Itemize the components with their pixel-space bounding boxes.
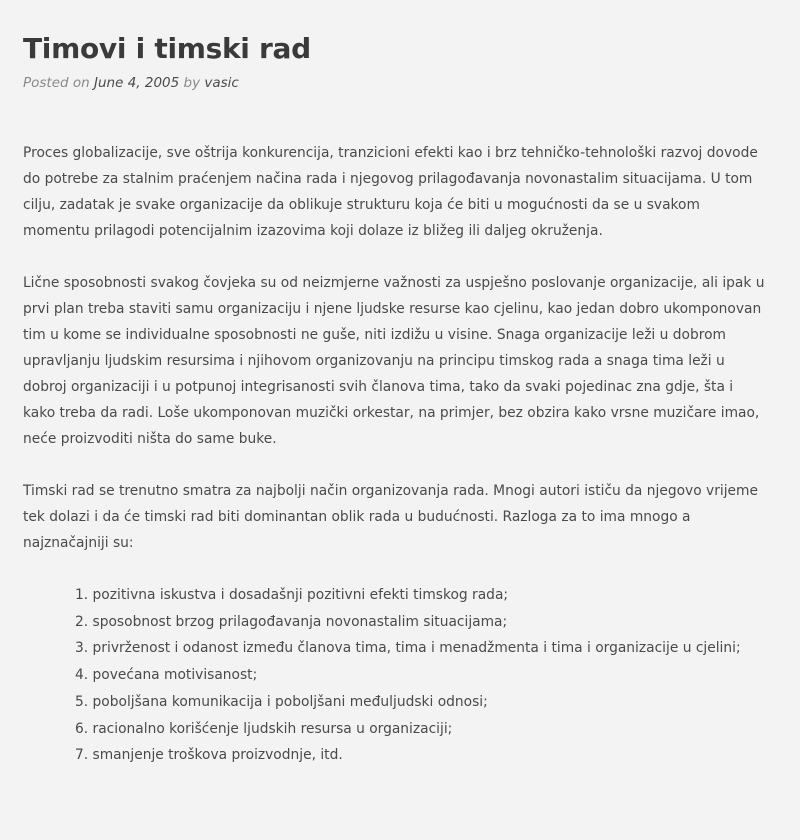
post-content bbox=[23, 140, 768, 769]
list-item: 1. pozitivna iskustva i dosadašnji pozitivni efekti timskog rada; bbox=[75, 587, 509, 603]
list-item: 5. poboljšana komunikacija i poboljšani međuljudski odnosi; bbox=[75, 693, 488, 710]
paragraph-teamwork: Timski rad se trenutno smatra za najbolji način organizovanja rada. Mnogi autori ističu da njegovo vrijeme tek dolazi i da će timski rad biti dominantan oblik rada u budućnosti. Razloga za to ima mnogo a najznačajniji su: bbox=[23, 483, 758, 551]
list-item: 2. sposobnost brzog prilagođavanja novonastalim situacijama; bbox=[75, 613, 508, 630]
post-date-link[interactable]: June 4, 2005 bbox=[94, 75, 180, 91]
list-item: 3. privrženost i odanost između članova tima, tima i menadžmenta i tima i organizacije u cjelini; bbox=[75, 640, 741, 657]
list-item: 4. povećana motivisanost; bbox=[75, 667, 258, 684]
post-meta bbox=[23, 73, 768, 93]
paragraph-intro: Proces globalizacije, sve oštrija konkurencija, tranzicioni efekti kao i brz tehničko-tehnološki razvoj dovode do potrebe za stalnim praćenjem načina rada i njegovog prilagođavanja novonastalim situacijama. U tom cilju, zadatak je svake organizacije da oblikuje strukturu koja će biti u mogućnosti da se u svakom momentu prilagodi potencijalnim izazovima koji dolaze iz bližeg ili daljeg okruženja. bbox=[23, 145, 758, 239]
post-author-link[interactable]: vasic bbox=[204, 75, 239, 91]
paragraph-abilities: Lične sposobnosti svakog čovjeka su od neizmjerne važnosti za uspješno poslovanje organizacije, ali ipak u prvi plan treba staviti samu organizaciju i njene ljudske resurse kao cjelinu, kao jedan dobro ukomponovan tim u kome se individualne sposobnosti ne guše, niti izdižu u visine. Snaga organizacije leži u dobrom upravljanju ljudskim resursima i njihovom organizovanju na principu timskog rada a snaga tima leži u dobroj organizaciji i u potpunoj integrisanosti svih članova tima, tako da svaki pojedinac zna gdje, šta i kako treba da radi. Loše ukomponovan muzički orkestar, na primjer, bez obzira kako vrsne muzičare imao, neće proizvoditi ništa do same buke. bbox=[23, 275, 765, 447]
list-item: 6. racionalno korišćenje ljudskih resursa u organizaciji; bbox=[75, 720, 453, 737]
list-item: 7. smanjenje troškova proizvodnje, itd. bbox=[75, 747, 343, 764]
by-label: by bbox=[183, 75, 201, 91]
posted-on-label: Posted on bbox=[23, 75, 90, 91]
post-title: Timovi i timski rad bbox=[23, 32, 311, 65]
reasons-list bbox=[23, 582, 768, 769]
